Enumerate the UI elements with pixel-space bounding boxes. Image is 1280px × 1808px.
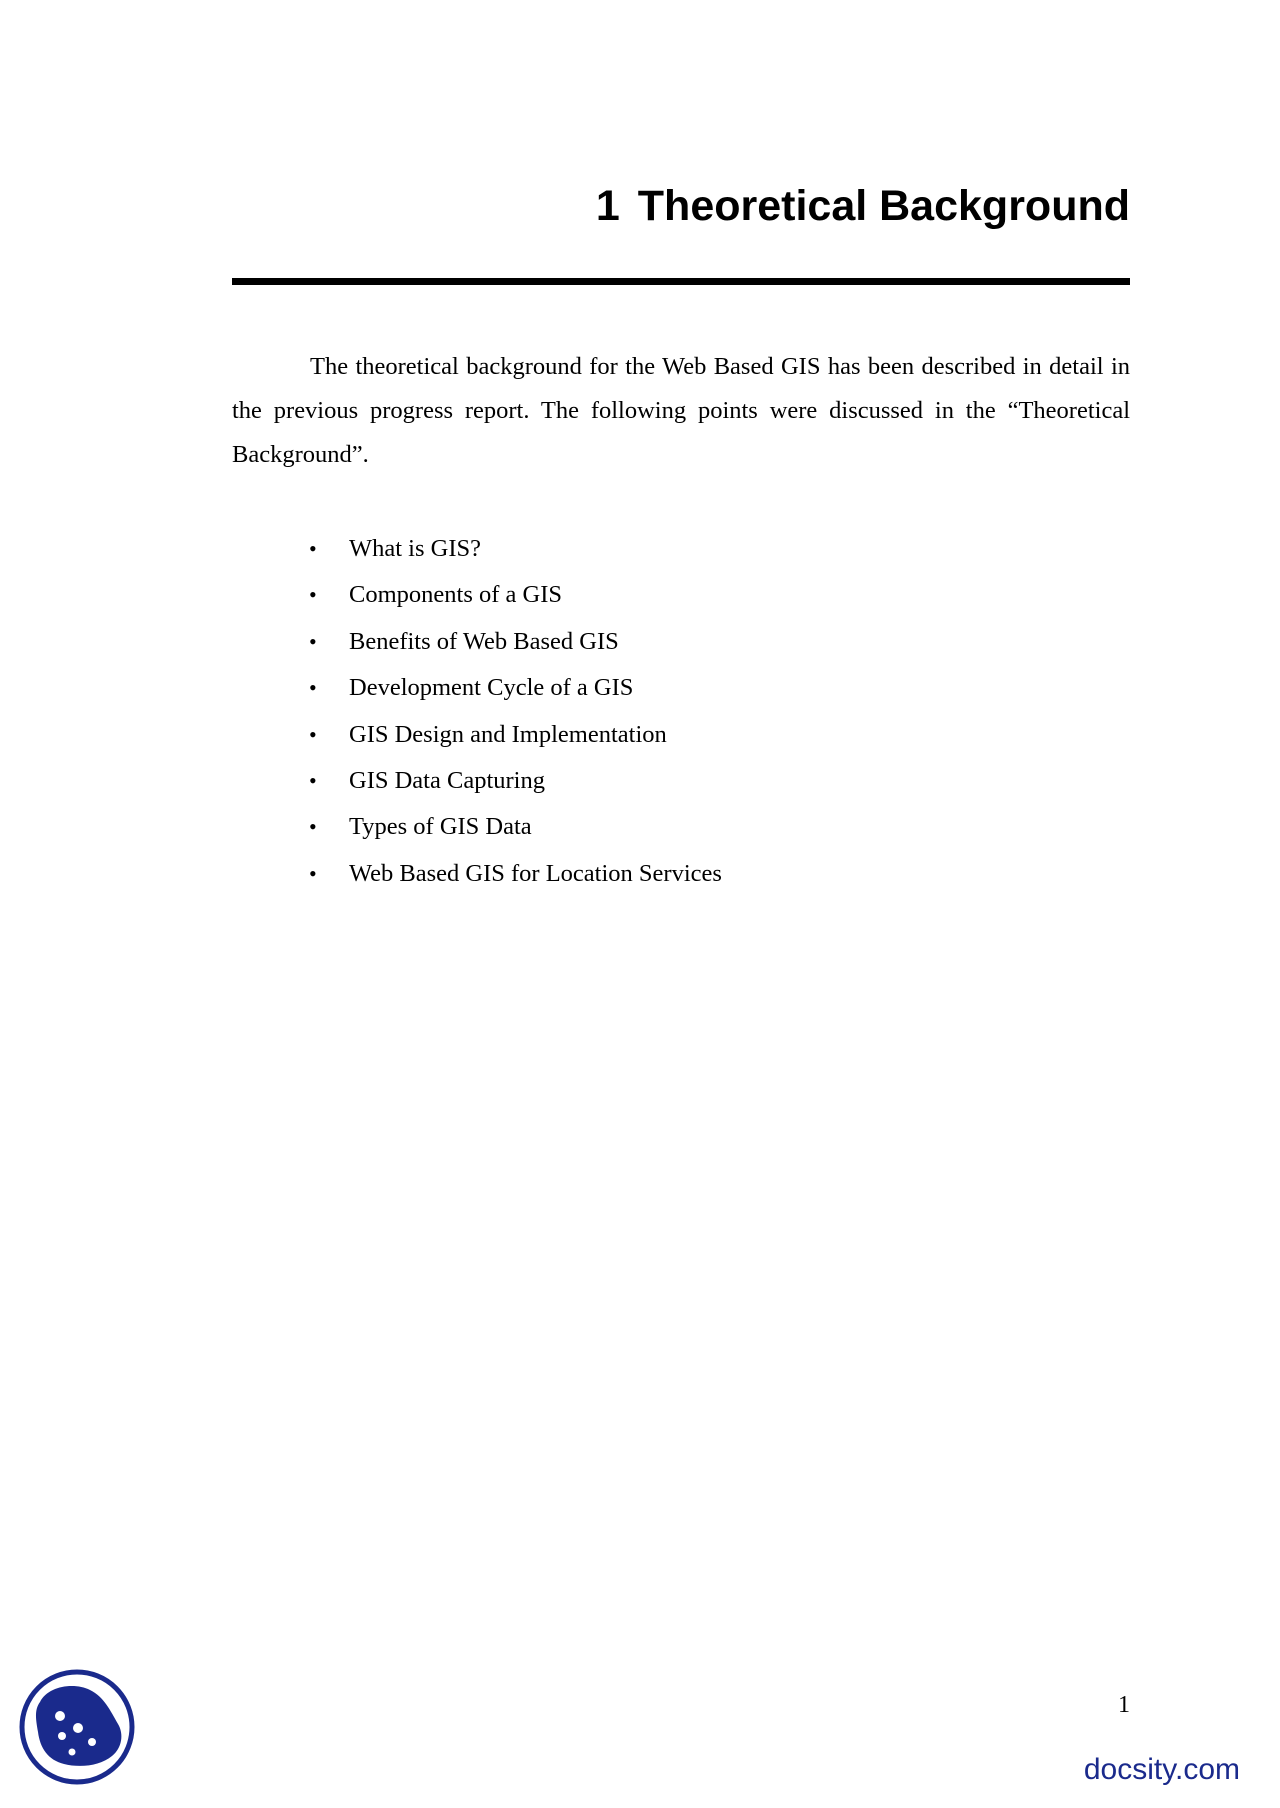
bullet-icon: •	[309, 860, 317, 886]
list-item-text: GIS Design and Implementation	[349, 720, 667, 748]
list-item	[232, 851, 1130, 897]
list-item	[232, 712, 1130, 758]
list-item	[232, 665, 1130, 711]
bullet-icon: •	[309, 675, 317, 701]
chapter-title	[232, 176, 1130, 236]
intro-paragraph: The theoretical background for the Web Based GIS has been described in detail in the previous progress report. The following points were discussed in the “Theoretical Background”.	[232, 353, 1130, 468]
list-item	[232, 758, 1130, 804]
topics-list	[232, 526, 1130, 897]
chapter-number: 1	[595, 182, 620, 230]
list-item-text: Web Based GIS for Location Services	[349, 859, 722, 887]
docsity-logo-icon[interactable]	[18, 1668, 136, 1786]
title-divider	[232, 278, 1130, 285]
list-item-text: GIS Data Capturing	[349, 766, 545, 794]
list-item-text: What is GIS?	[349, 535, 481, 562]
bullet-icon: •	[309, 814, 317, 840]
page-number: 1	[1118, 1692, 1130, 1718]
list-item-text: Types of GIS Data	[349, 813, 532, 841]
bullet-icon: •	[309, 536, 317, 561]
list-item	[232, 572, 1130, 618]
list-item-text: Benefits of Web Based GIS	[349, 627, 619, 655]
list-item	[232, 804, 1130, 850]
bullet-icon: •	[309, 628, 317, 654]
list-item-text: Components of a GIS	[349, 581, 562, 609]
docsity-watermark-link[interactable]: docsity.com	[1083, 1753, 1240, 1786]
list-item	[232, 526, 1130, 572]
chapter-title-text: Theoretical Background	[637, 182, 1130, 230]
list-item-text: Development Cycle of a GIS	[349, 674, 634, 702]
bullet-icon: •	[309, 767, 317, 793]
bullet-icon: •	[309, 721, 317, 747]
list-item	[232, 619, 1130, 665]
bullet-icon: •	[309, 582, 317, 608]
